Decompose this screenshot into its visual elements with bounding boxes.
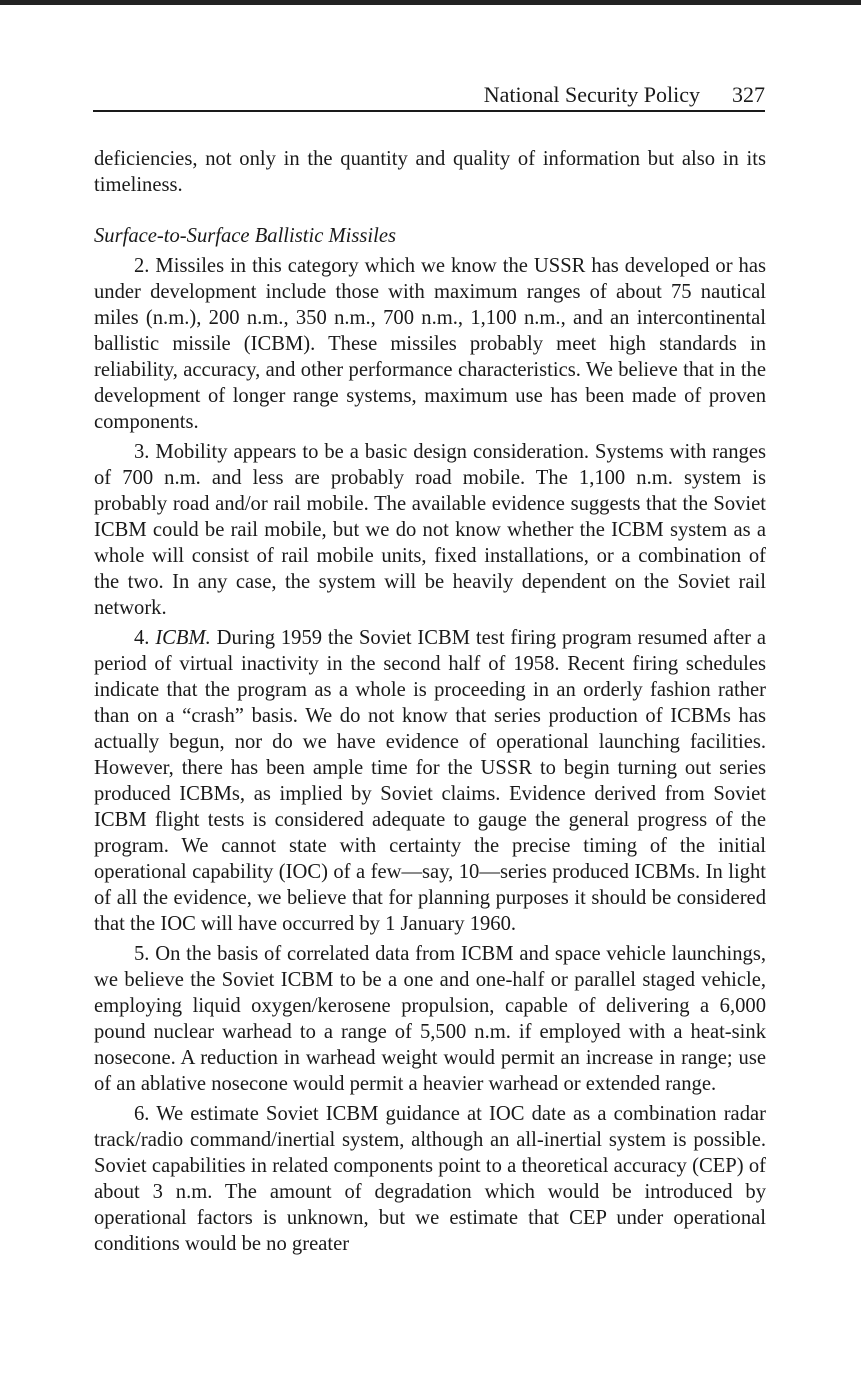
paragraph-3: 3. Mobility appears to be a basic design consideration. Systems with ranges of 700 n.m. and less are probably road mobile. The 1,100 n.m. system is probably road and/or rail mobile. The available evidence suggests that the Soviet ICBM could be rail mobile, but we do not know whether the ICBM system as a whole will consist of rail mobile units, fixed installations, or a combination of the two. In any case, the system will be heavily dependent on the Soviet rail network. — [94, 441, 766, 619]
paragraph-4-text: During 1959 the Soviet ICBM test firing program resumed after a period of virtual inactivity in the second half of 1958. Recent firing schedules indicate that the program as a whole is proceeding in an orderly fashion rather than on a “crash” basis. We do not know that series production of ICBMs has actually begun, nor do we have evidence of operational launching facilities. However, there has been ample time for the USSR to begin turning out series produced ICBMs, as implied by Soviet claims. Evidence derived from Soviet ICBM flight tests is considered adequate to gauge the general progress of the program. We cannot state with certainty the precise timing of the initial operational capability (IOC) of a few—say, 10—series produced ICBMs. In light of all the evidence, we believe that for planning purposes it should be considered that the IOC will have occurred by 1 January 1960. — [94, 627, 766, 935]
paragraph-4-number: 4. — [134, 627, 156, 649]
paragraph-2: 2. Missiles in this category which we know the USSR has developed or has under development include those with maximum ranges of about 75 nautical miles (n.m.), 200 n.m., 350 n.m., 700 n.m., 1,100 n.m., and an intercontinental ballistic missile (ICBM). These missiles probably meet high standards in reliability, accuracy, and other performance characteristics. We believe that in the development of longer range systems, maximum use has been made of proven components. — [94, 255, 766, 433]
running-header — [93, 78, 765, 112]
body-text — [94, 146, 766, 1257]
page-top-edge — [0, 0, 861, 5]
running-header-title: National Security Policy — [483, 82, 700, 107]
paragraph-4 — [94, 625, 766, 937]
paragraph-6: 6. We estimate Soviet ICBM guidance at IOC date as a combination radar track/radio command/inertial system, although an all-inertial system is possible. Soviet capabilities in related components point to a theoretical accuracy (CEP) of about 3 n.m. The amount of degradation which would be introduced by operational factors is unknown, but we estimate that CEP under operational conditions would be no greater — [94, 1103, 766, 1255]
paragraph-5: 5. On the basis of correlated data from ICBM and space vehicle launchings, we believe the Soviet ICBM to be a one and one-half or parallel staged vehicle, employing liquid oxygen/kerosene propulsion, capable of delivering a 6,000 pound nuclear warhead to a range of 5,500 n.m. if employed with a heat-sink nosecone. A reduction in warhead weight would permit an increase in range; use of an ablative nosecone would permit a heavier warhead or extended range. — [94, 943, 766, 1095]
section-heading: Surface-to-Surface Ballistic Missiles — [94, 225, 396, 247]
intro-paragraph: deficiencies, not only in the quantity and quality of information but also in its timeliness. — [94, 148, 766, 196]
paragraph-4-lead: ICBM. — [155, 627, 211, 649]
page-number: 327 — [732, 82, 765, 107]
